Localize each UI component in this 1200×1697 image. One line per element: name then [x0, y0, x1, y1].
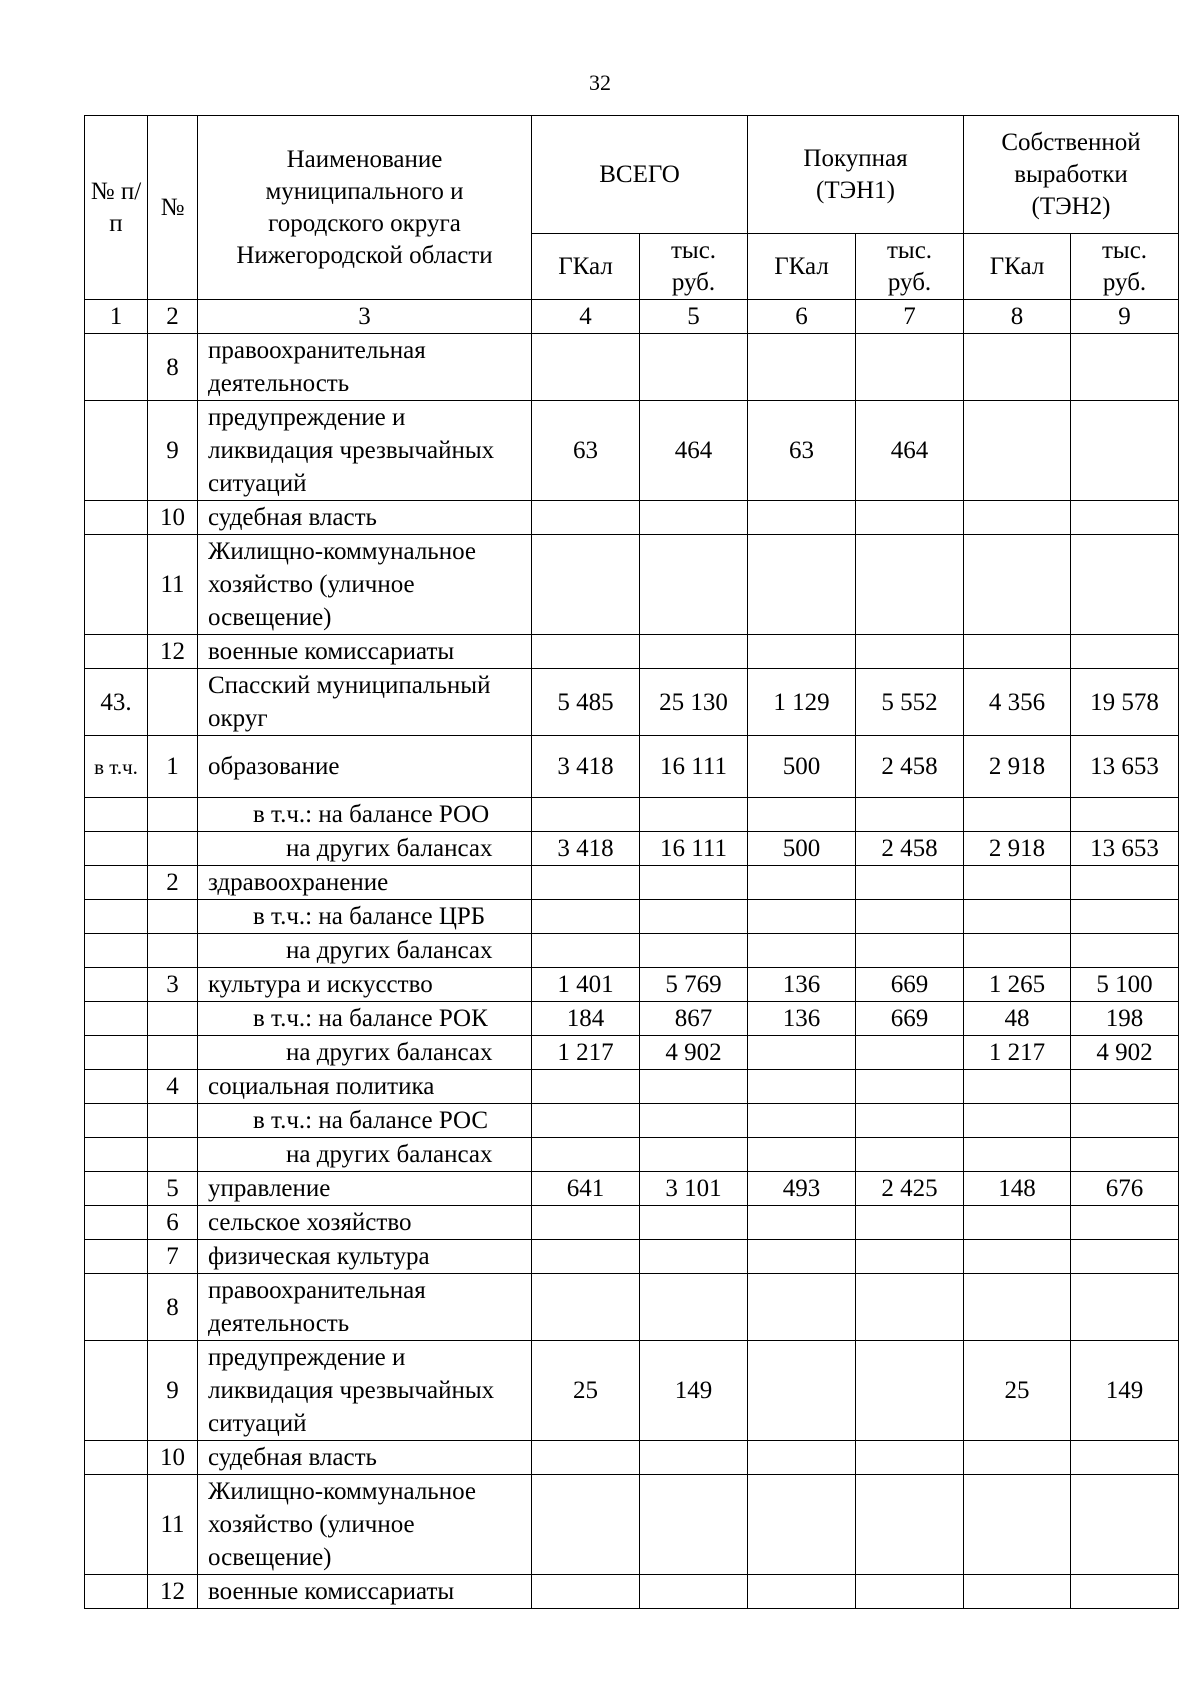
row-pp-cell [85, 866, 148, 900]
table-row [85, 900, 1179, 934]
row-name-cell: судебная власть [198, 501, 532, 535]
value-own-gcal-cell [964, 1475, 1071, 1575]
value-total-rub-cell: 464 [640, 401, 748, 501]
row-pp-cell [85, 1206, 148, 1240]
value-own-gcal-cell [964, 1206, 1071, 1240]
value-own-rub-cell [1071, 1274, 1179, 1341]
table-row [85, 1441, 1179, 1475]
row-number-cell: 8 [148, 1274, 198, 1341]
value-purchased-rub-cell [856, 334, 964, 401]
row-number-cell: 6 [148, 1206, 198, 1240]
row-number-cell: 11 [148, 535, 198, 635]
table-row [85, 1070, 1179, 1104]
row-name-cell: управление [198, 1172, 532, 1206]
row-number-cell [148, 669, 198, 736]
value-total-rub-cell [640, 1206, 748, 1240]
value-total-gcal-cell: 3 418 [532, 736, 640, 798]
value-own-gcal-cell: 48 [964, 1002, 1071, 1036]
value-purchased-rub-cell: 2 458 [856, 832, 964, 866]
unit-gcal-total: ГКал [532, 234, 640, 300]
value-purchased-rub-cell [856, 1475, 964, 1575]
row-name-cell: в т.ч.: на балансе РОС [198, 1104, 532, 1138]
value-own-rub-cell [1071, 501, 1179, 535]
value-total-rub-cell: 5 769 [640, 968, 748, 1002]
value-total-gcal-cell: 3 418 [532, 832, 640, 866]
value-own-gcal-cell [964, 1441, 1071, 1475]
value-purchased-rub-cell: 2 458 [856, 736, 964, 798]
value-own-rub-cell [1071, 866, 1179, 900]
value-total-gcal-cell [532, 1206, 640, 1240]
value-total-rub-cell [640, 535, 748, 635]
value-own-rub-cell: 198 [1071, 1002, 1179, 1036]
row-number-cell: 2 [148, 866, 198, 900]
value-purchased-rub-cell: 2 425 [856, 1172, 964, 1206]
value-purchased-gcal-cell [748, 1104, 856, 1138]
value-purchased-gcal-cell [748, 334, 856, 401]
row-name-cell: в т.ч.: на балансе РОО [198, 798, 532, 832]
row-pp-cell: в т.ч. [85, 736, 148, 798]
value-total-rub-cell [640, 1274, 748, 1341]
value-purchased-gcal-cell [748, 1441, 856, 1475]
table-row [85, 535, 1179, 635]
row-name-cell: сельское хозяйство [198, 1206, 532, 1240]
value-own-rub-cell: 13 653 [1071, 832, 1179, 866]
row-pp-cell [85, 1341, 148, 1441]
value-total-gcal-cell [532, 635, 640, 669]
value-total-gcal-cell [532, 1240, 640, 1274]
column-number: 7 [856, 300, 964, 334]
row-number-cell [148, 798, 198, 832]
value-purchased-gcal-cell: 500 [748, 832, 856, 866]
value-purchased-gcal-cell: 136 [748, 968, 856, 1002]
row-number-cell [148, 934, 198, 968]
value-total-gcal-cell [532, 535, 640, 635]
column-number: 3 [198, 300, 532, 334]
value-purchased-rub-cell [856, 1341, 964, 1441]
value-total-gcal-cell [532, 1104, 640, 1138]
value-purchased-rub-cell [856, 1104, 964, 1138]
table-row [85, 401, 1179, 501]
value-own-gcal-cell [964, 1240, 1071, 1274]
table-row [85, 934, 1179, 968]
row-name-cell: культура и искусство [198, 968, 532, 1002]
unit-rub-purchased: тыс. руб. [856, 234, 964, 300]
value-purchased-gcal-cell [748, 1575, 856, 1609]
value-total-gcal-cell [532, 1441, 640, 1475]
row-pp-cell [85, 934, 148, 968]
table-row [85, 1240, 1179, 1274]
value-own-rub-cell [1071, 1575, 1179, 1609]
value-own-rub-cell [1071, 1138, 1179, 1172]
row-name-cell: социальная политика [198, 1070, 532, 1104]
header-pp: № п/п [85, 116, 148, 300]
value-total-rub-cell [640, 635, 748, 669]
value-total-gcal-cell [532, 900, 640, 934]
row-name-cell: предупреждение и ликвидация чрезвычайных ситуаций [198, 401, 532, 501]
value-own-rub-cell: 676 [1071, 1172, 1179, 1206]
table-row [85, 736, 1179, 798]
row-pp-cell [85, 1240, 148, 1274]
value-total-rub-cell [640, 1475, 748, 1575]
value-purchased-gcal-cell [748, 501, 856, 535]
value-purchased-gcal-cell: 1 129 [748, 669, 856, 736]
row-pp-cell [85, 1274, 148, 1341]
page-number: 32 [589, 70, 611, 95]
row-number-cell [148, 1138, 198, 1172]
row-pp-cell [85, 798, 148, 832]
value-total-rub-cell: 3 101 [640, 1172, 748, 1206]
row-pp-cell [85, 1104, 148, 1138]
value-purchased-gcal-cell [748, 1240, 856, 1274]
value-own-gcal-cell [964, 1274, 1071, 1341]
table-row [85, 669, 1179, 736]
row-number-cell: 11 [148, 1475, 198, 1575]
value-own-gcal-cell [964, 866, 1071, 900]
row-pp-cell [85, 535, 148, 635]
value-total-rub-cell [640, 1138, 748, 1172]
value-total-gcal-cell [532, 1475, 640, 1575]
row-name-cell: военные комиссариаты [198, 1575, 532, 1609]
value-purchased-rub-cell [856, 1274, 964, 1341]
row-number-cell: 12 [148, 1575, 198, 1609]
table-row [85, 1341, 1179, 1441]
table-row [85, 832, 1179, 866]
value-own-rub-cell: 149 [1071, 1341, 1179, 1441]
value-total-rub-cell: 149 [640, 1341, 748, 1441]
value-own-gcal-cell [964, 900, 1071, 934]
unit-rub-total: тыс. руб. [640, 234, 748, 300]
value-purchased-gcal-cell [748, 535, 856, 635]
value-purchased-gcal-cell [748, 866, 856, 900]
table-row [85, 1274, 1179, 1341]
row-pp-cell [85, 1002, 148, 1036]
value-purchased-rub-cell: 669 [856, 968, 964, 1002]
row-name-cell: правоохранительная деятельность [198, 1274, 532, 1341]
value-purchased-rub-cell: 669 [856, 1002, 964, 1036]
row-pp-cell [85, 1441, 148, 1475]
value-own-gcal-cell [964, 798, 1071, 832]
value-purchased-gcal-cell: 493 [748, 1172, 856, 1206]
value-purchased-gcal-cell [748, 900, 856, 934]
value-purchased-gcal-cell: 136 [748, 1002, 856, 1036]
table-row [85, 1002, 1179, 1036]
value-total-gcal-cell [532, 866, 640, 900]
value-total-rub-cell: 16 111 [640, 832, 748, 866]
row-name-cell: на других балансах [198, 1138, 532, 1172]
value-total-gcal-cell: 5 485 [532, 669, 640, 736]
value-purchased-rub-cell [856, 1036, 964, 1070]
value-own-rub-cell [1071, 1104, 1179, 1138]
value-purchased-gcal-cell: 500 [748, 736, 856, 798]
value-purchased-rub-cell: 464 [856, 401, 964, 501]
value-own-gcal-cell: 148 [964, 1172, 1071, 1206]
row-name-cell: военные комиссариаты [198, 635, 532, 669]
table-row [85, 635, 1179, 669]
row-pp-cell [85, 1475, 148, 1575]
column-number-row [85, 300, 1179, 334]
value-own-rub-cell [1071, 1441, 1179, 1475]
table-row [85, 1036, 1179, 1070]
row-pp-cell [85, 501, 148, 535]
value-total-gcal-cell: 63 [532, 401, 640, 501]
value-total-rub-cell [640, 1575, 748, 1609]
value-total-rub-cell: 16 111 [640, 736, 748, 798]
unit-gcal-own: ГКал [964, 234, 1071, 300]
value-own-gcal-cell [964, 334, 1071, 401]
row-name-cell: физическая культура [198, 1240, 532, 1274]
value-own-rub-cell [1071, 1206, 1179, 1240]
value-purchased-rub-cell [856, 1441, 964, 1475]
value-purchased-gcal-cell [748, 635, 856, 669]
value-own-gcal-cell [964, 934, 1071, 968]
unit-gcal-purchased: ГКал [748, 234, 856, 300]
row-name-cell: Жилищно-коммунальное хозяйство (уличное освещение) [198, 1475, 532, 1575]
value-own-rub-cell [1071, 635, 1179, 669]
row-name-cell: в т.ч.: на балансе РОК [198, 1002, 532, 1036]
value-purchased-rub-cell [856, 1240, 964, 1274]
column-number: 6 [748, 300, 856, 334]
value-total-gcal-cell: 25 [532, 1341, 640, 1441]
row-number-cell: 1 [148, 736, 198, 798]
row-name-cell: Спасский муниципальный округ [198, 669, 532, 736]
value-own-rub-cell [1071, 401, 1179, 501]
row-number-cell: 10 [148, 501, 198, 535]
value-total-gcal-cell [532, 1138, 640, 1172]
header-purchased: Покупная (ТЭН1) [748, 116, 964, 234]
value-own-gcal-cell [964, 1070, 1071, 1104]
value-total-rub-cell: 867 [640, 1002, 748, 1036]
row-number-cell [148, 900, 198, 934]
table-row [85, 1206, 1179, 1240]
value-purchased-gcal-cell [748, 1341, 856, 1441]
row-pp-cell [85, 832, 148, 866]
value-total-gcal-cell: 641 [532, 1172, 640, 1206]
row-pp-cell [85, 900, 148, 934]
row-name-cell: на других балансах [198, 934, 532, 968]
row-pp-cell [85, 1036, 148, 1070]
row-number-cell: 12 [148, 635, 198, 669]
row-pp-cell [85, 1070, 148, 1104]
row-pp-cell [85, 334, 148, 401]
value-own-gcal-cell: 1 265 [964, 968, 1071, 1002]
value-total-rub-cell [640, 334, 748, 401]
value-total-rub-cell [640, 798, 748, 832]
value-own-rub-cell [1071, 334, 1179, 401]
value-purchased-rub-cell [856, 535, 964, 635]
value-own-rub-cell: 13 653 [1071, 736, 1179, 798]
row-name-cell: на других балансах [198, 1036, 532, 1070]
value-total-gcal-cell [532, 501, 640, 535]
value-own-rub-cell [1071, 1475, 1179, 1575]
row-number-cell: 3 [148, 968, 198, 1002]
table-row [85, 1172, 1179, 1206]
table-row [85, 1138, 1179, 1172]
value-total-rub-cell [640, 1104, 748, 1138]
value-purchased-gcal-cell [748, 1206, 856, 1240]
row-name-cell: образование [198, 736, 532, 798]
value-own-gcal-cell [964, 401, 1071, 501]
value-total-rub-cell [640, 1070, 748, 1104]
value-purchased-rub-cell [856, 866, 964, 900]
value-purchased-rub-cell: 5 552 [856, 669, 964, 736]
value-purchased-gcal-cell [748, 934, 856, 968]
row-number-cell: 5 [148, 1172, 198, 1206]
column-number: 1 [85, 300, 148, 334]
row-pp-cell: 43. [85, 669, 148, 736]
row-number-cell: 9 [148, 1341, 198, 1441]
table-body [85, 334, 1179, 1609]
value-purchased-gcal-cell [748, 1274, 856, 1341]
heat-consumption-table [84, 115, 1179, 1609]
value-own-gcal-cell: 25 [964, 1341, 1071, 1441]
value-total-gcal-cell: 1 401 [532, 968, 640, 1002]
column-number: 2 [148, 300, 198, 334]
value-purchased-rub-cell [856, 501, 964, 535]
table-row [85, 798, 1179, 832]
value-own-gcal-cell [964, 635, 1071, 669]
row-pp-cell [85, 1138, 148, 1172]
row-number-cell: 9 [148, 401, 198, 501]
table-row [85, 1575, 1179, 1609]
value-own-gcal-cell: 4 356 [964, 669, 1071, 736]
value-own-rub-cell [1071, 1240, 1179, 1274]
value-purchased-rub-cell [856, 798, 964, 832]
header-own: Собственной выработки (ТЭН2) [964, 116, 1179, 234]
table-row [85, 501, 1179, 535]
value-purchased-rub-cell [856, 934, 964, 968]
row-pp-cell [85, 401, 148, 501]
value-own-rub-cell [1071, 1070, 1179, 1104]
row-name-cell: судебная власть [198, 1441, 532, 1475]
value-own-gcal-cell [964, 535, 1071, 635]
value-own-rub-cell: 5 100 [1071, 968, 1179, 1002]
row-number-cell [148, 1104, 198, 1138]
value-total-rub-cell [640, 900, 748, 934]
value-own-gcal-cell: 2 918 [964, 736, 1071, 798]
table-row [85, 1104, 1179, 1138]
value-total-rub-cell: 4 902 [640, 1036, 748, 1070]
row-number-cell [148, 832, 198, 866]
value-own-gcal-cell [964, 1138, 1071, 1172]
row-name-cell: здравоохранение [198, 866, 532, 900]
value-total-gcal-cell: 184 [532, 1002, 640, 1036]
value-total-gcal-cell: 1 217 [532, 1036, 640, 1070]
value-total-gcal-cell [532, 1070, 640, 1104]
column-number: 4 [532, 300, 640, 334]
value-total-gcal-cell [532, 934, 640, 968]
value-own-rub-cell [1071, 798, 1179, 832]
value-total-rub-cell [640, 934, 748, 968]
table-row [85, 968, 1179, 1002]
value-purchased-rub-cell [856, 1575, 964, 1609]
row-number-cell: 10 [148, 1441, 198, 1475]
row-number-cell: 7 [148, 1240, 198, 1274]
value-purchased-gcal-cell [748, 798, 856, 832]
value-own-rub-cell: 19 578 [1071, 669, 1179, 736]
value-purchased-rub-cell [856, 1138, 964, 1172]
row-name-cell: предупреждение и ликвидация чрезвычайных ситуаций [198, 1341, 532, 1441]
value-total-gcal-cell [532, 798, 640, 832]
value-own-gcal-cell: 2 918 [964, 832, 1071, 866]
table-row [85, 334, 1179, 401]
value-purchased-rub-cell [856, 1070, 964, 1104]
value-total-rub-cell: 25 130 [640, 669, 748, 736]
table-row [85, 1475, 1179, 1575]
unit-rub-own: тыс. руб. [1071, 234, 1179, 300]
row-pp-cell [85, 1172, 148, 1206]
value-purchased-gcal-cell [748, 1138, 856, 1172]
row-name-cell: правоохранительная деятельность [198, 334, 532, 401]
row-name-cell: в т.ч.: на балансе ЦРБ [198, 900, 532, 934]
header-no: № [148, 116, 198, 300]
column-number: 9 [1071, 300, 1179, 334]
value-total-rub-cell [640, 1441, 748, 1475]
value-total-rub-cell [640, 1240, 748, 1274]
value-own-rub-cell [1071, 900, 1179, 934]
value-own-gcal-cell [964, 1104, 1071, 1138]
value-own-gcal-cell [964, 501, 1071, 535]
value-own-rub-cell: 4 902 [1071, 1036, 1179, 1070]
value-own-gcal-cell [964, 1575, 1071, 1609]
value-purchased-rub-cell [856, 900, 964, 934]
row-number-cell [148, 1036, 198, 1070]
value-own-rub-cell [1071, 535, 1179, 635]
header-total: ВСЕГО [532, 116, 748, 234]
column-number: 5 [640, 300, 748, 334]
value-total-gcal-cell [532, 334, 640, 401]
row-name-cell: на других балансах [198, 832, 532, 866]
row-number-cell: 4 [148, 1070, 198, 1104]
row-number-cell [148, 1002, 198, 1036]
table-row [85, 866, 1179, 900]
value-total-gcal-cell [532, 1274, 640, 1341]
row-pp-cell [85, 635, 148, 669]
value-purchased-gcal-cell: 63 [748, 401, 856, 501]
row-name-cell: Жилищно-коммунальное хозяйство (уличное освещение) [198, 535, 532, 635]
row-number-cell: 8 [148, 334, 198, 401]
value-total-gcal-cell [532, 1575, 640, 1609]
value-purchased-rub-cell [856, 635, 964, 669]
column-number: 8 [964, 300, 1071, 334]
header-name: Наименование муниципального и городского округа Нижегородской области [198, 116, 532, 300]
value-purchased-gcal-cell [748, 1070, 856, 1104]
value-own-rub-cell [1071, 934, 1179, 968]
value-own-gcal-cell: 1 217 [964, 1036, 1071, 1070]
value-purchased-gcal-cell [748, 1475, 856, 1575]
value-purchased-gcal-cell [748, 1036, 856, 1070]
row-pp-cell [85, 1575, 148, 1609]
value-purchased-rub-cell [856, 1206, 964, 1240]
value-total-rub-cell [640, 501, 748, 535]
value-total-rub-cell [640, 866, 748, 900]
row-pp-cell [85, 968, 148, 1002]
